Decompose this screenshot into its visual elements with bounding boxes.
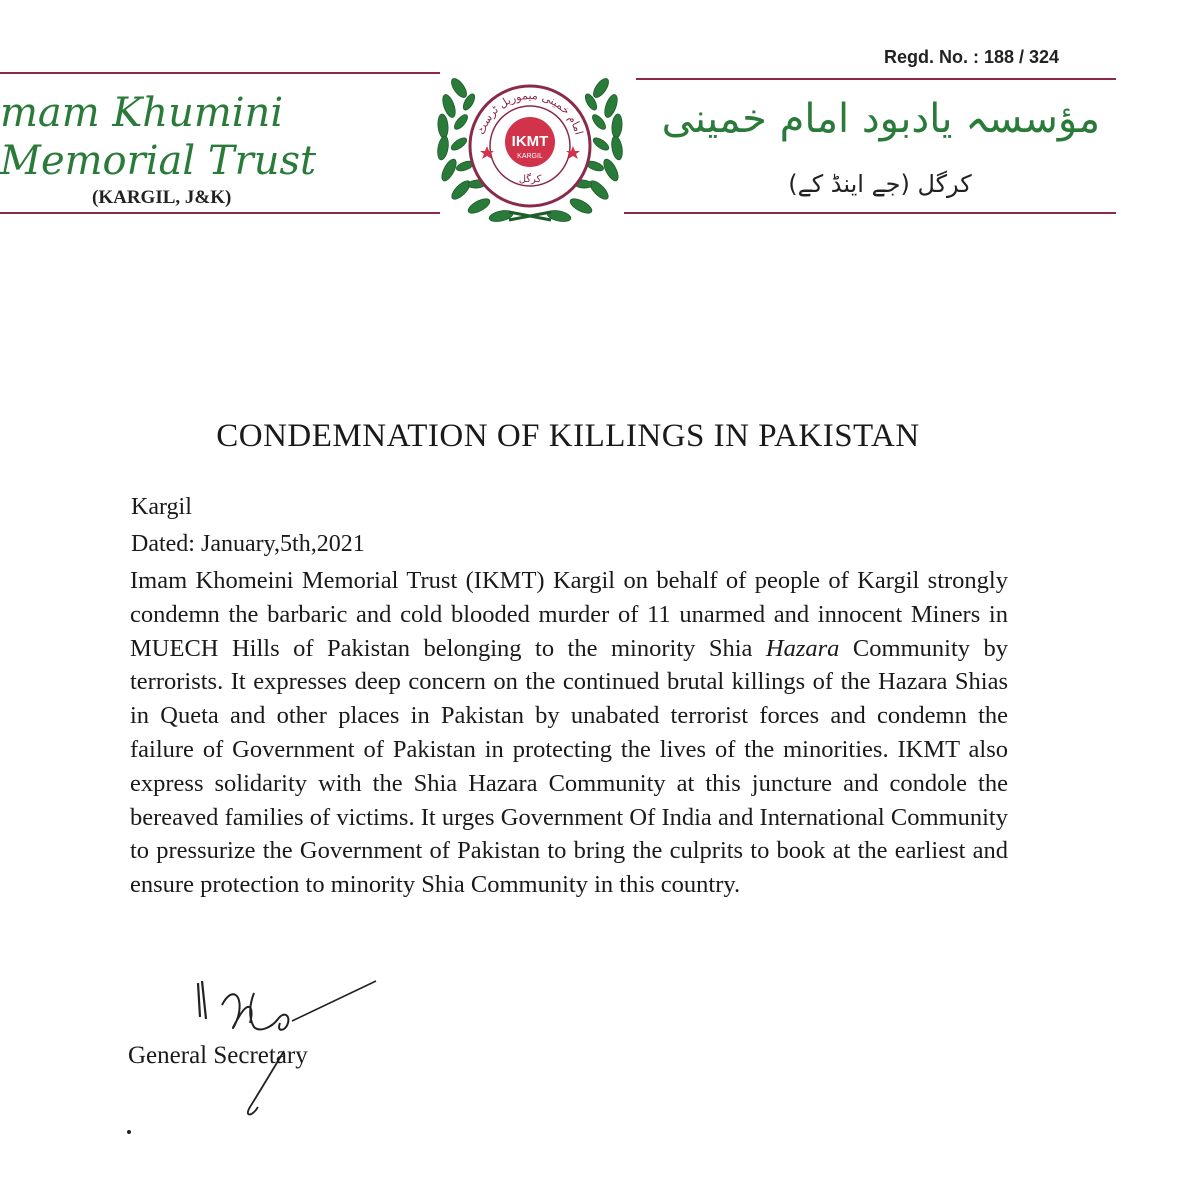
trust-place-urdu: کرگل (جے اینڈ کے) — [788, 170, 972, 198]
document-body — [130, 564, 1008, 902]
header-rule-bottom-right — [624, 212, 1116, 214]
body-text-part-1: Imam Khomeini Memorial Trust (IKMT) Kargil on behalf of people of Kargil strongly condemn the barbaric and cold blooded murder of 11 unarmed and innocent Miners in MUECH Hills of Pakistan belonging to the minority Shia — [130, 567, 1008, 662]
signatory-title: General Secretary — [128, 1042, 308, 1069]
seal-city: KARGIL — [517, 153, 543, 160]
letterhead — [0, 0, 1200, 240]
header-rule-top-right — [636, 78, 1116, 80]
ribbon-icon — [509, 212, 551, 220]
trust-place: (KARGIL, J&K) — [92, 187, 232, 208]
ink-dot — [127, 1130, 131, 1134]
registration-number: Regd. No. : 188 / 324 — [884, 47, 1060, 67]
seal-urdu-city: کرگل — [518, 174, 542, 185]
ikmt-emblem-logo — [425, 62, 635, 230]
trust-name-urdu: مؤسسہ یادبود امام خمینی — [661, 96, 1100, 142]
seal-ring-text: امام خمینی میموریل ٹرسٹ — [474, 88, 586, 137]
body-text-part-2: Community by terrorists. It expresses deep concern on the continued brutal killings of the Hazara Shias in Queta and other places in Pakistan by unabated terrorist forces and condemn the failure of Government of Pakistan in protecting the lives of the minorities. IKMT also express solidarity with the Shia Hazara Community at this juncture and condole the bereaved families of victims. It urges Government Of India and International Community to pressurize the Government of Pakistan to bring the culprits to book at the earliest and ensure protection to minority Shia Community in this country. — [130, 634, 1008, 899]
document-location: Kargil — [131, 494, 192, 520]
seal-abbreviation: IKMT — [511, 133, 549, 150]
header-rule-top-left — [0, 72, 440, 74]
document-date: Dated: January,5th,2021 — [131, 531, 365, 557]
header-rule-bottom-left — [0, 212, 440, 214]
trust-name-line-1: mam Khumini — [0, 90, 284, 136]
document-title: CONDEMNATION OF KILLINGS IN PAKISTAN — [216, 418, 920, 454]
trust-name-line-2: Memorial Trust — [0, 138, 317, 184]
body-text-italic: Hazara — [765, 634, 840, 662]
